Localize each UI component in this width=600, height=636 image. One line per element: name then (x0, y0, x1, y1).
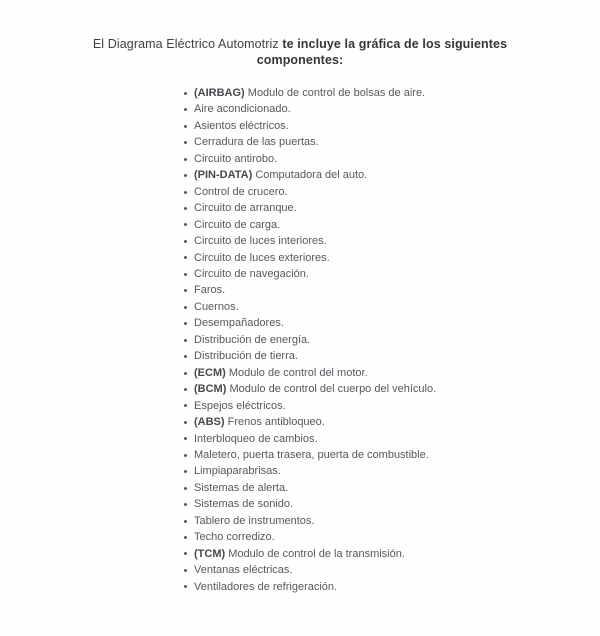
list-item-prefix: (AIRBAG) (194, 87, 248, 99)
list-item (184, 398, 600, 414)
list-item-text: Faros. (194, 284, 226, 297)
list-item (184, 134, 600, 150)
list-item (184, 233, 600, 249)
list-item-text: Circuito de luces interiores. (194, 235, 327, 248)
list-item (184, 217, 600, 233)
list-item-prefix: (BCM) (194, 383, 230, 396)
list-item (184, 200, 600, 216)
list-item-text: Circuito de luces exteriores. (194, 251, 330, 264)
list-item-text: Control de crucero. (194, 185, 288, 198)
list-item-prefix: (ECM) (194, 366, 229, 379)
list-item-text: Tablero de instrumentos. (194, 514, 315, 527)
list-item-text: Cerradura de las puertas. (194, 136, 319, 149)
list-item-prefix: (ABS) (194, 416, 228, 429)
list-item-prefix: (TCM) (194, 547, 229, 560)
list-item-text: Aire acondicionado. (194, 103, 291, 116)
list-item-text: Limpiaparabrisas. (194, 465, 281, 478)
list-item-prefix: (PIN-DATA) (194, 169, 256, 182)
list-item (184, 463, 600, 479)
page-title-regular: El Diagrama Eléctrico Automotriz (92, 37, 283, 51)
list-item-text: Espejos eléctricos. (194, 399, 286, 412)
list-item-text: Distribución de energía. (194, 333, 311, 346)
page-title (78, 36, 522, 68)
list-item-text: Desempañadores. (194, 317, 284, 330)
list-item-text: Sistemas de sonido. (194, 498, 294, 511)
components-list (184, 85, 600, 595)
list-item (184, 431, 600, 447)
list-item-text: Circuito de arranque. (194, 202, 297, 215)
list-item-text: Circuito antirobo. (194, 152, 278, 165)
list-item (184, 282, 600, 298)
list-item (184, 447, 600, 463)
list-item (184, 250, 600, 266)
list-item-text: Modulo de control del motor. (228, 366, 368, 379)
document-page (0, 36, 600, 636)
list-item-text: Modulo de control del cuerpo del vehículo. (229, 383, 437, 396)
list-item-text: Circuito de carga. (194, 218, 281, 231)
list-item-text: Techo corredizo. (194, 531, 275, 544)
list-item (184, 167, 600, 183)
list-item-text: Modulo de control de la transmisión. (228, 547, 405, 560)
list-item (184, 480, 600, 496)
list-item-text: Sistemas de alerta. (194, 481, 289, 494)
list-item (184, 365, 600, 381)
list-item-text: Ventiladores de refrigeración. (194, 580, 338, 593)
list-item (184, 529, 600, 545)
list-item-text: Circuito de navegación. (194, 267, 309, 280)
list-item (184, 118, 600, 134)
list-item (184, 579, 600, 595)
list-item-text: Computadora del auto. (255, 169, 368, 182)
list-item (184, 381, 600, 397)
list-item (184, 332, 600, 348)
list-item (184, 315, 600, 331)
list-item-text: Maletero, puerta trasera, puerta de combustible. (194, 448, 429, 461)
list-item-text: Modulo de control de bolsas de aire. (247, 87, 426, 99)
list-item (184, 299, 600, 315)
list-item (184, 513, 600, 529)
list-item-text: Asientos eléctricos. (194, 119, 289, 132)
list-item (184, 562, 600, 578)
list-item-text: Ventanas eléctricas. (194, 564, 293, 577)
list-item (184, 414, 600, 430)
list-item (184, 101, 600, 117)
list-item (184, 496, 600, 512)
list-item (184, 546, 600, 562)
list-item-text: Cuernos. (194, 300, 239, 313)
page-title-bold: te incluye la gráfica de los siguientes componentes: (256, 37, 508, 67)
list-item-text: Distribución de tierra. (194, 350, 298, 363)
list-item (184, 151, 600, 167)
list-item (184, 184, 600, 200)
list-item-text: Interbloqueo de cambios. (194, 432, 318, 445)
list-item (184, 266, 600, 282)
list-item-text: Frenos antibloqueo. (227, 416, 325, 429)
list-item (184, 85, 600, 101)
list-item (184, 348, 600, 364)
